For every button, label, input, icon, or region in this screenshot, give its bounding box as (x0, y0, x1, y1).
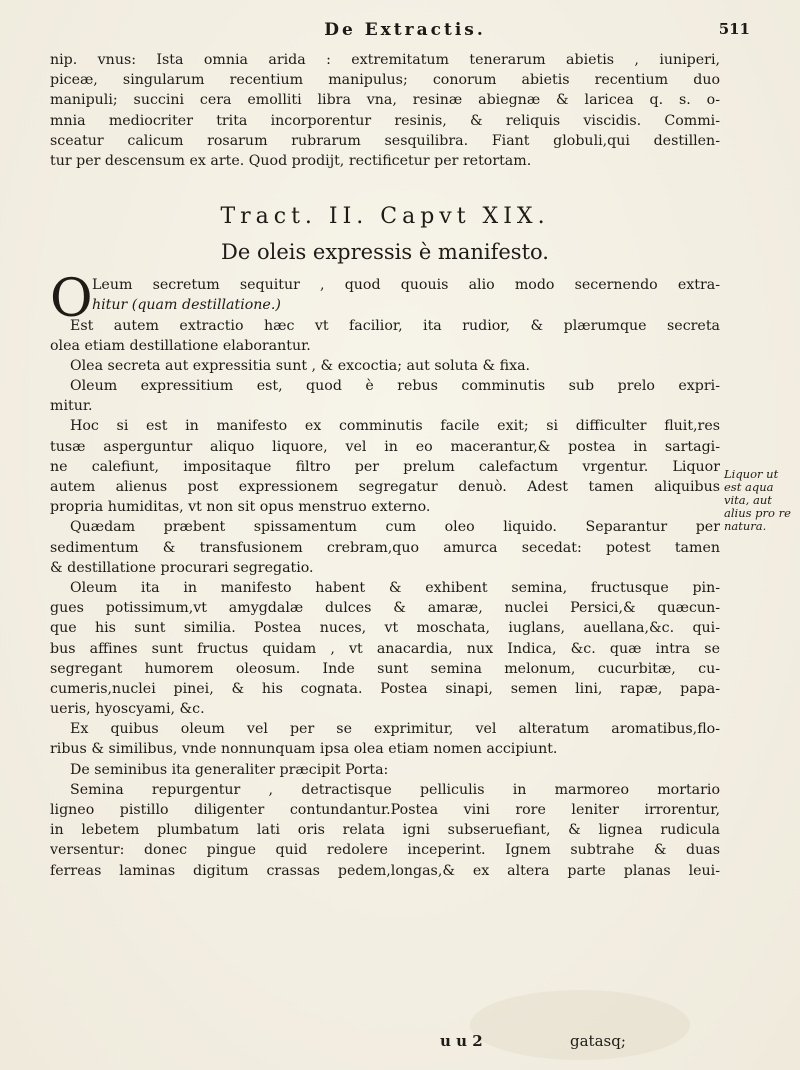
text-line: gues potissimum,vt amygdalæ dulces & amaræ, nuclei Persici,& quæcun- (50, 600, 720, 617)
text-line (50, 295, 720, 315)
text-line: mitur. (50, 398, 93, 415)
text-line: cumeris,nuclei pinei, & his cognata. Postea sinapi, semen lini, rapæ, papa- (50, 680, 720, 697)
chapter-subheading: De oleis expressis è manifesto. (221, 240, 549, 265)
running-title: De Extractis. (324, 20, 486, 40)
running-header (60, 20, 750, 48)
text-line: ligneo pistillo diligenter contundantur.Postea vini rore leniter irrorentur, (50, 802, 720, 818)
text-line: tusæ asperguntur aliquo liquore, vel in eo macerantur,& postea in sartagi- (50, 438, 720, 455)
text-line: Olea secreta aut expressitia sunt , & excoctia; aut soluta & fixa. (70, 357, 531, 374)
text-line: Oleum expressitium est, quod è rebus comminutis sub prelo expri- (70, 378, 720, 395)
text-line: Oleum ita in manifesto habent & exhibent semina, fructusque pin- (70, 579, 720, 596)
main-paragraphs (50, 316, 720, 881)
text-line: Ex quibus oleum vel per se exprimitur, vel alteratum aromatibus,flo- (70, 721, 720, 738)
text-line: mnia mediocriter trita incorporentur resinis, & reliquis viscidis. Commi- (50, 112, 720, 129)
text-line: in lebetem plumbatum lati oris relata igni subseruefiant, & lignea rudicula (50, 822, 720, 839)
text-block (50, 50, 720, 881)
text-line: manipuli; succini cera emolliti libra vna, resinæ abiegnæ & laricea q. s. o- (50, 92, 720, 109)
text-line: nip. vnus: Ista omnia arida : extremitatum tenerarum abietis , iuniperi, (50, 52, 720, 68)
text-line: olea etiam destillatione elaborantur. (50, 337, 311, 354)
text-line: Semina repurgentur , detractisque pelliculis in marmoreo mortario (70, 781, 720, 798)
text-line: piceæ, singularum recentium manipulus; conorum abietis recentium duo (50, 72, 720, 89)
intro-paragraph (50, 50, 720, 171)
text-line: & destillatione procurari segregatio. (50, 559, 314, 576)
catchword: gatasq; (570, 1032, 626, 1050)
text-line: Quædam præbent spissamentum cum oleo liquido. Separantur per (70, 519, 720, 536)
text-line: Est autem extractio hæc vt facilior, ita rudior, & plærumque secreta (70, 317, 720, 334)
page-number: 511 (718, 20, 750, 38)
text-line: bus affines sunt fructus quidam , vt anacardia, nux Indica, &c. quæ intra se (50, 640, 720, 657)
text-line: sceatur calicum rosarum rubrarum sesquilibra. Fiant globuli,qui destillen- (50, 132, 720, 149)
drop-cap: O (50, 269, 93, 330)
margin-note: Liquor ut est aqua vita, aut alius pro re natura. (724, 467, 791, 533)
text-line: que his sunt similia. Postea nuces, vt moschata, iuglans, auellana,&c. qui- (50, 620, 720, 637)
text-line: autem alienus post expressionem segregatur denuò. Adest tamen aliquibus (50, 479, 720, 495)
text-line: Hoc si est in manifesto ex comminutis facile exit; si difficulter fluit,res (70, 418, 720, 435)
text-line: ueris, hyoscyami, &c. (50, 701, 205, 718)
chapter-heading: Tract. II. Capvt XIX. (220, 204, 550, 230)
text-line: Leum secretum sequitur , quod quouis alio modo secernendo extra- (92, 277, 720, 294)
text-line: ferreas laminas digitum crassas pedem,longas,& ex altera parte planas leui- (50, 862, 720, 879)
text-line: tur per descensum ex arte. Quod prodijt, rectificetur per retortam. (50, 152, 532, 169)
text-line: ne calefiunt, impositaque filtro per prelum calefactum vrgentur. Liquor (50, 458, 720, 475)
text-line: propria humiditas, vt non sit opus menstruo externo. (50, 499, 431, 516)
text-line: De seminibus ita generaliter præcipit Porta: (70, 761, 389, 778)
signature-mark: u u 2 (440, 1032, 483, 1050)
text-line: segregant humorem oleosum. Inde sunt semina melonum, cucurbitæ, cu- (50, 660, 720, 677)
text-line: versentur: donec pingue quid redolere inceperint. Ignem subtrahe & duas (50, 842, 720, 859)
text-line: sedimentum & transfusionem crebram,quo amurca secedat: potest tamen (50, 539, 720, 556)
italic-text: hitur (quam destillatione.) (92, 297, 281, 314)
text-line: ribus & similibus, vnde nonnunquam ipsa olea etiam nomen accipiunt. (50, 741, 558, 758)
